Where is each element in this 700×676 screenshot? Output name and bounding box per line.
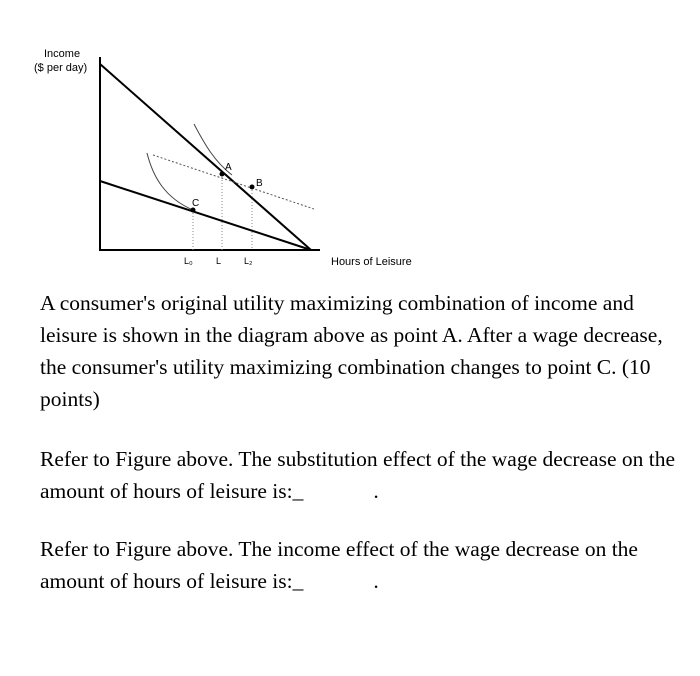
question-1-text: Refer to Figure above. The substitution effect of the wage decrease on the amount of hours of leisure is:_ xyxy=(40,447,676,503)
question-1-paragraph xyxy=(40,443,690,507)
question-income-effect xyxy=(40,533,690,597)
problem-statement xyxy=(40,287,690,415)
new-budget-line xyxy=(100,181,311,250)
point-b-label: B xyxy=(256,178,263,189)
problem-statement-text: A consumer's original utility maximizing combination of income and leisure is shown in the diagram above as point A. After a wage decrease, the consumer's utility maximizing combination changes to point C. (10 points) xyxy=(40,291,663,411)
question-2-text: Refer to Figure above. The income effect of the wage decrease on the amount of hours of leisure is:_ xyxy=(40,537,638,593)
point-b-marker xyxy=(250,185,255,190)
tick-l0: L₀ xyxy=(184,256,193,266)
point-c-label: C xyxy=(192,198,200,209)
question-2-period: . xyxy=(373,569,379,593)
original-budget-line xyxy=(100,64,311,250)
tick-l: L xyxy=(216,256,222,266)
x-axis-label: Hours of Leisure xyxy=(331,256,412,268)
question-1-period: . xyxy=(373,479,379,503)
point-a-marker xyxy=(220,172,225,177)
question-2-paragraph xyxy=(40,533,690,597)
indifference-curve-lower xyxy=(147,153,193,210)
tick-l2: L₂ xyxy=(244,256,253,266)
question-substitution-effect xyxy=(40,443,690,507)
labor-leisure-diagram xyxy=(0,0,700,280)
point-a-label: A xyxy=(225,162,232,173)
y-axis-label-line1: Income xyxy=(44,48,81,60)
y-axis-label-line2: ($ per day) xyxy=(34,62,88,74)
